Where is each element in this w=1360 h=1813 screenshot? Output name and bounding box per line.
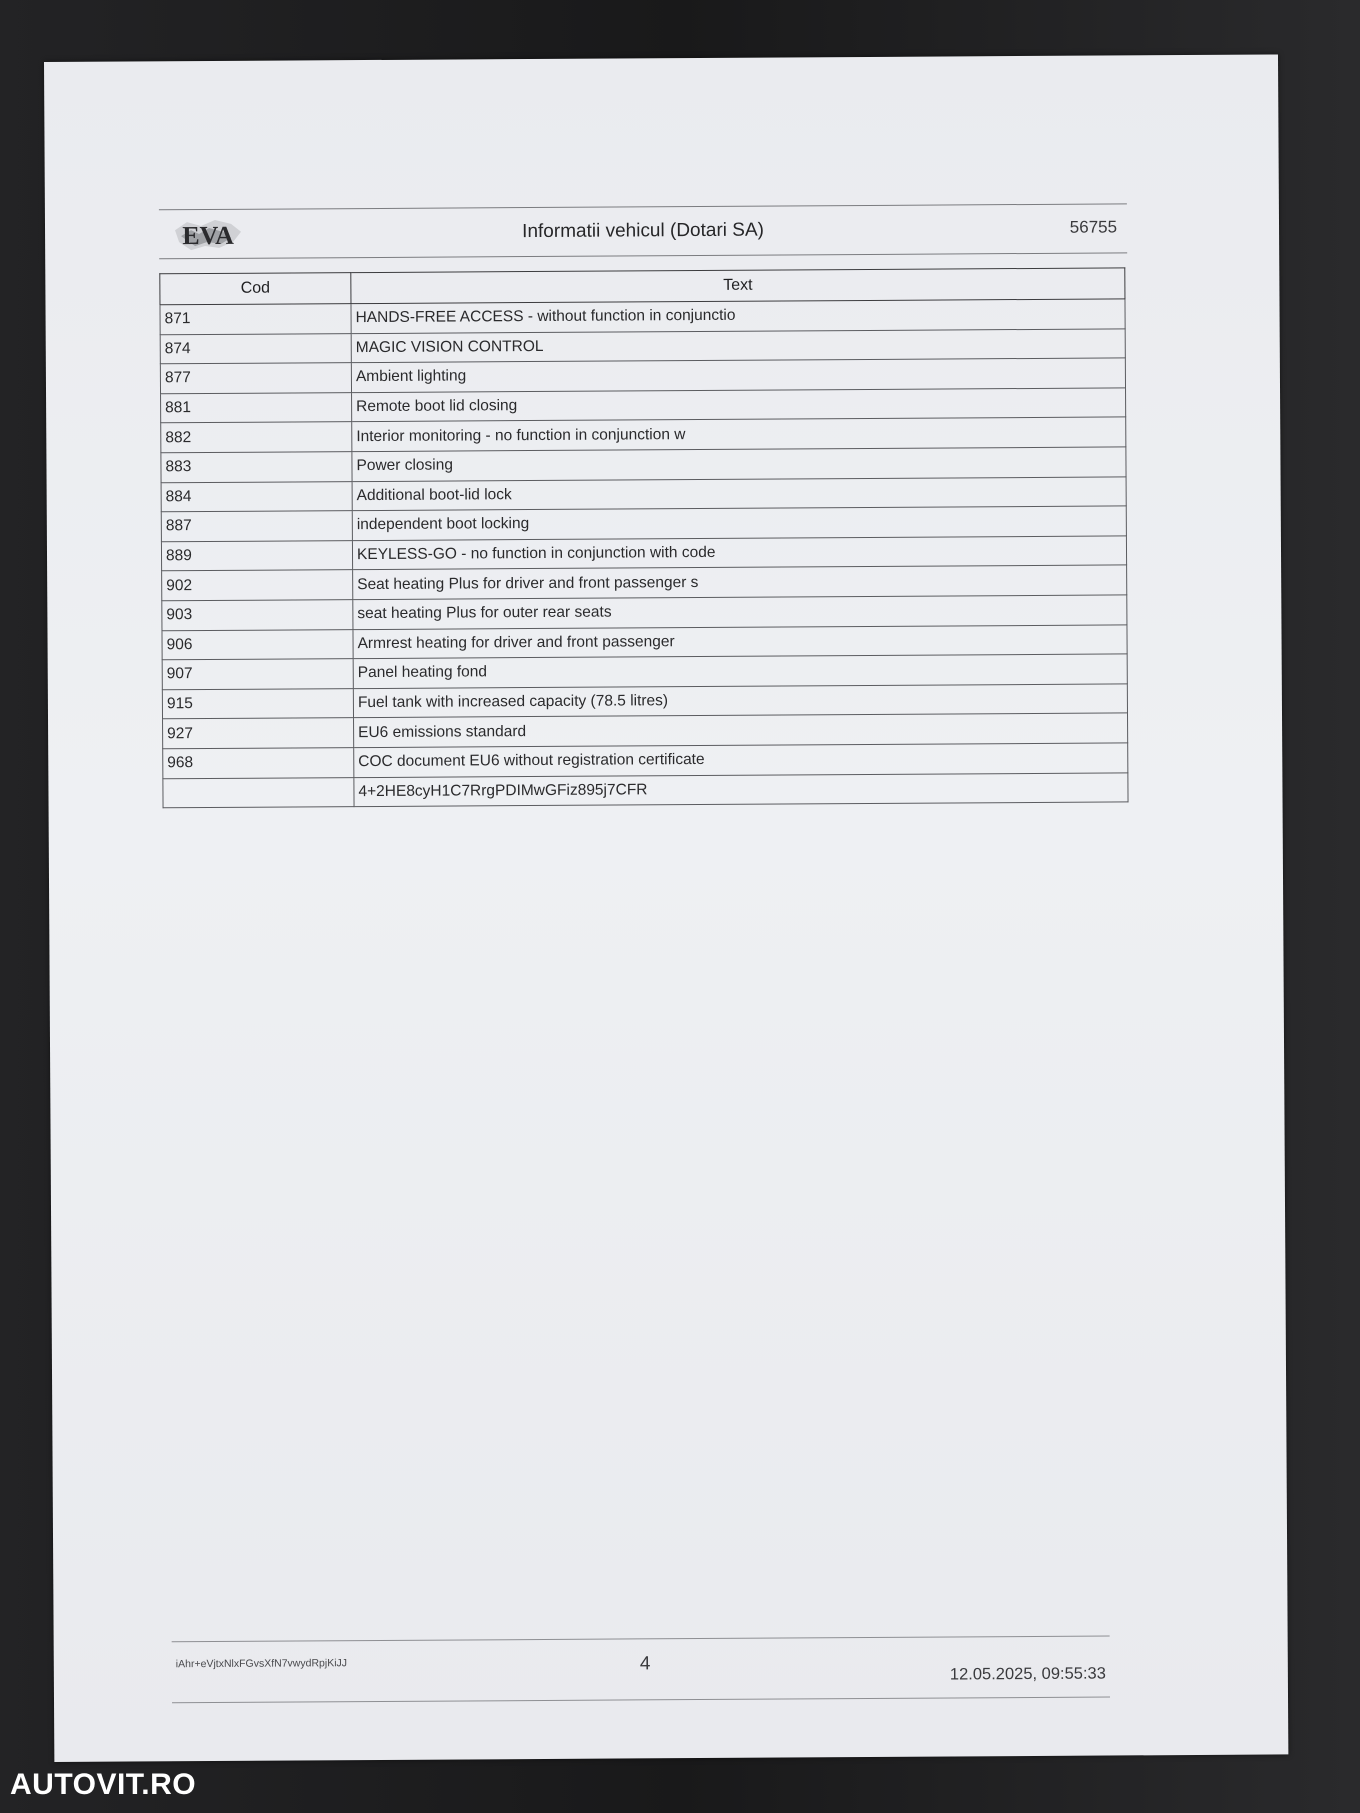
row-code: 906 [162,629,353,660]
row-code: 968 [163,748,354,779]
document-title: Informatii vehicul (Dotari SA) [522,219,764,243]
document-footer [172,1636,1110,1704]
row-code: 927 [163,718,354,749]
row-text: EU6 emissions standard [354,713,1128,747]
page-number: 4 [639,1653,651,1675]
row-code [163,777,354,808]
row-text: KEYLESS-GO - no function in conjunction with code [352,536,1126,570]
row-text: Seat heating Plus for driver and front passenger s [353,565,1127,599]
row-text: Armrest heating for driver and front passenger [353,624,1127,658]
row-text: Panel heating fond [353,654,1127,688]
row-text: HANDS-FREE ACCESS - without function in conjunctio [351,299,1125,333]
row-code: 883 [161,452,352,483]
document-number: 56755 [1069,217,1118,237]
row-code: 871 [160,304,351,335]
row-code: 903 [162,600,353,631]
row-text: 4+2HE8cyH1C7RrgPDIMwGFiz895j7CFR [354,772,1128,806]
column-header-code: Cod [160,273,351,305]
row-code: 881 [161,392,352,423]
document-page [159,203,1131,808]
row-code: 915 [162,688,353,719]
row-text: seat heating Plus for outer rear seats [353,595,1127,629]
document-header [159,203,1127,259]
row-code: 877 [160,363,351,394]
site-watermark: AUTOVIT.RO [10,1768,197,1801]
row-text: Fuel tank with increased capacity (78.5 litres) [353,684,1127,718]
row-text: independent boot locking [352,506,1126,540]
column-header-text: Text [351,268,1125,304]
row-text: Interior monitoring - no function in conjunction w [352,417,1126,451]
svg-text:EVA: EVA [182,220,234,251]
row-code: 889 [161,540,352,571]
row-code: 887 [161,511,352,542]
equipment-table [159,267,1128,808]
footer-hash: iAhr+eVjtxNlxFGvsXfN7vwydRpjKiJJ [175,1657,348,1671]
row-text: Power closing [352,447,1126,481]
print-datetime: 12.05.2025, 09:55:33 [949,1664,1106,1684]
row-code: 884 [161,481,352,512]
row-text: COC document EU6 without registration certificate [354,743,1128,777]
row-text: MAGIC VISION CONTROL [351,328,1125,362]
row-code: 874 [160,333,351,364]
row-text: Additional boot-lid lock [352,476,1126,510]
row-text: Remote boot lid closing [352,388,1126,422]
row-text: Ambient lighting [351,358,1125,392]
row-code: 882 [161,422,352,453]
row-code: 907 [162,659,353,690]
row-code: 902 [162,570,353,601]
document-sheet [44,54,1288,1762]
table-row [163,772,1128,807]
